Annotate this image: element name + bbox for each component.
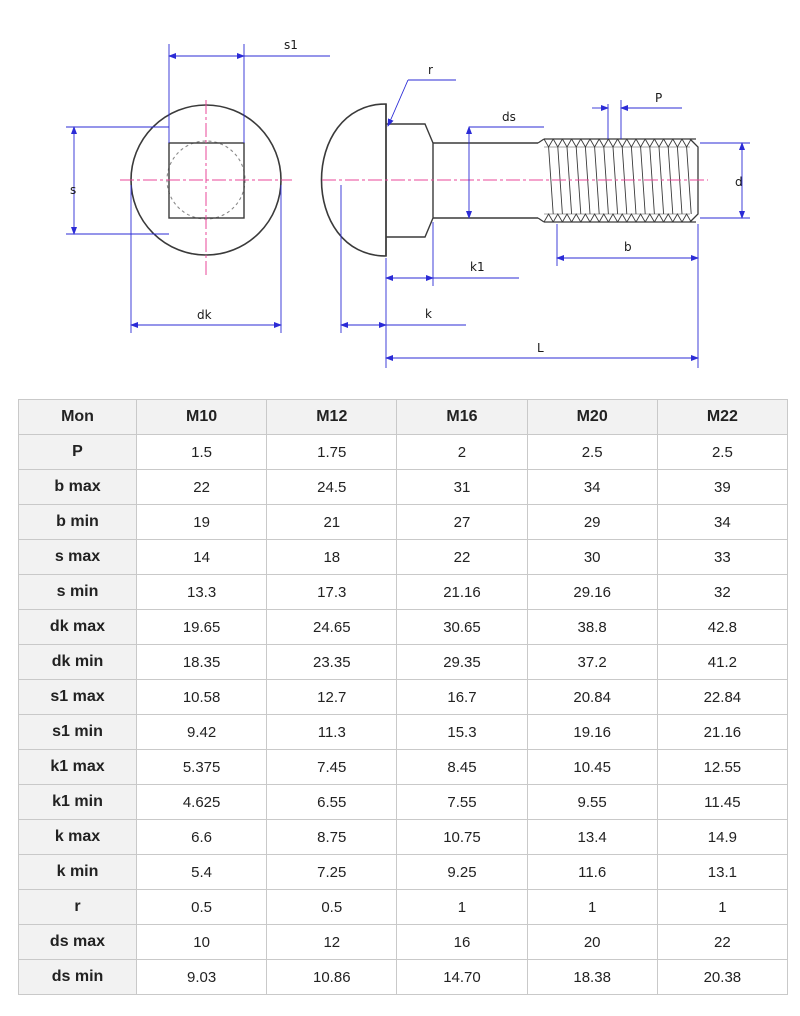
table-cell: 14 — [137, 540, 267, 575]
table-row — [19, 925, 788, 960]
table-row — [19, 820, 788, 855]
table-cell: 22.84 — [657, 680, 787, 715]
table-cell: 16.7 — [397, 680, 527, 715]
row-param-label: b min — [19, 505, 137, 540]
row-param-label: k min — [19, 855, 137, 890]
table-cell: 29.35 — [397, 645, 527, 680]
table-cell: 9.25 — [397, 855, 527, 890]
side-view — [322, 63, 751, 368]
table-cell: 8.75 — [267, 820, 397, 855]
label-ds: ds — [502, 110, 516, 124]
table-cell: 18.35 — [137, 645, 267, 680]
table-cell: 9.42 — [137, 715, 267, 750]
table-cell: 5.4 — [137, 855, 267, 890]
table-row — [19, 470, 788, 505]
table-cell: 21 — [267, 505, 397, 540]
table-row — [19, 610, 788, 645]
table-cell: 12.55 — [657, 750, 787, 785]
table-cell: 13.1 — [657, 855, 787, 890]
table-cell: 27 — [397, 505, 527, 540]
table-cell: 4.625 — [137, 785, 267, 820]
table-cell: 5.375 — [137, 750, 267, 785]
table-row — [19, 575, 788, 610]
row-param-label: r — [19, 890, 137, 925]
table-cell: 8.45 — [397, 750, 527, 785]
header-size: M10 — [137, 400, 267, 435]
table-cell: 0.5 — [137, 890, 267, 925]
table-cell: 0.5 — [267, 890, 397, 925]
table-cell: 2.5 — [657, 435, 787, 470]
table-cell: 20.38 — [657, 960, 787, 995]
dimension-k — [341, 185, 466, 333]
dimension-ds — [469, 110, 544, 218]
table-cell: 10 — [137, 925, 267, 960]
table-cell: 38.8 — [527, 610, 657, 645]
table-cell: 31 — [397, 470, 527, 505]
table-cell: 10.45 — [527, 750, 657, 785]
table-cell: 34 — [657, 505, 787, 540]
dimension-k1 — [386, 222, 519, 368]
table-cell: 16 — [397, 925, 527, 960]
table-row — [19, 750, 788, 785]
table-cell: 2 — [397, 435, 527, 470]
row-param-label: b max — [19, 470, 137, 505]
header-size: M16 — [397, 400, 527, 435]
label-L: L — [537, 341, 544, 355]
table-cell: 7.55 — [397, 785, 527, 820]
table-cell: 39 — [657, 470, 787, 505]
table-cell: 6.55 — [267, 785, 397, 820]
table-cell: 22 — [397, 540, 527, 575]
table-cell: 10.75 — [397, 820, 527, 855]
table-header-row — [19, 400, 788, 435]
label-r: r — [428, 63, 433, 77]
table-cell: 24.5 — [267, 470, 397, 505]
table-cell: 33 — [657, 540, 787, 575]
table-cell: 1 — [527, 890, 657, 925]
table-cell: 17.3 — [267, 575, 397, 610]
table-cell: 21.16 — [657, 715, 787, 750]
table-cell: 20.84 — [527, 680, 657, 715]
label-s: s — [70, 183, 77, 197]
table-cell: 21.16 — [397, 575, 527, 610]
table-cell: 29 — [527, 505, 657, 540]
row-param-label: P — [19, 435, 137, 470]
row-param-label: s min — [19, 575, 137, 610]
dimension-s1 — [169, 38, 330, 143]
bolt-technical-drawing — [0, 0, 800, 390]
label-P: P — [655, 91, 663, 105]
table-cell: 7.25 — [267, 855, 397, 890]
row-param-label: ds max — [19, 925, 137, 960]
table-cell: 37.2 — [527, 645, 657, 680]
label-dk: dk — [197, 308, 212, 322]
table-row — [19, 680, 788, 715]
label-k: k — [425, 307, 432, 321]
row-param-label: dk max — [19, 610, 137, 645]
table-cell: 2.5 — [527, 435, 657, 470]
table-cell: 6.6 — [137, 820, 267, 855]
row-param-label: k1 max — [19, 750, 137, 785]
table-row — [19, 505, 788, 540]
table-cell: 9.55 — [527, 785, 657, 820]
row-param-label: ds min — [19, 960, 137, 995]
table-cell: 12 — [267, 925, 397, 960]
table-cell: 22 — [657, 925, 787, 960]
row-param-label: dk min — [19, 645, 137, 680]
table-cell: 42.8 — [657, 610, 787, 645]
table-cell: 15.3 — [397, 715, 527, 750]
table-row — [19, 785, 788, 820]
table-row — [19, 855, 788, 890]
dimension-dk — [131, 185, 281, 333]
header-size: M22 — [657, 400, 787, 435]
label-b: b — [624, 240, 632, 254]
row-param-label: s1 max — [19, 680, 137, 715]
table-cell: 1.75 — [267, 435, 397, 470]
table-row — [19, 715, 788, 750]
table-cell: 19.65 — [137, 610, 267, 645]
dimension-spec-table — [18, 399, 788, 995]
header-label: Mon — [19, 400, 137, 435]
label-s1: s1 — [284, 38, 298, 52]
table-cell: 19 — [137, 505, 267, 540]
table-cell: 10.86 — [267, 960, 397, 995]
table-cell: 14.70 — [397, 960, 527, 995]
dimension-r — [388, 63, 456, 126]
table-row — [19, 435, 788, 470]
table-row — [19, 960, 788, 995]
dimension-L — [386, 341, 698, 358]
row-param-label: s1 min — [19, 715, 137, 750]
table-cell: 13.3 — [137, 575, 267, 610]
table-cell: 20 — [527, 925, 657, 960]
table-cell: 19.16 — [527, 715, 657, 750]
dimension-pitch — [592, 91, 682, 139]
dimension-b — [557, 224, 698, 368]
row-param-label: k1 min — [19, 785, 137, 820]
table-cell: 23.35 — [267, 645, 397, 680]
end-view — [66, 38, 330, 333]
table-cell: 7.45 — [267, 750, 397, 785]
table-cell: 14.9 — [657, 820, 787, 855]
table-cell: 18 — [267, 540, 397, 575]
label-d: d — [735, 175, 743, 189]
table-cell: 13.4 — [527, 820, 657, 855]
table-cell: 1.5 — [137, 435, 267, 470]
table-cell: 11.3 — [267, 715, 397, 750]
table-cell: 32 — [657, 575, 787, 610]
table-cell: 1 — [397, 890, 527, 925]
table-cell: 11.6 — [527, 855, 657, 890]
table-body — [19, 435, 788, 995]
table-cell: 11.45 — [657, 785, 787, 820]
table-cell: 24.65 — [267, 610, 397, 645]
table-cell: 41.2 — [657, 645, 787, 680]
row-param-label: s max — [19, 540, 137, 575]
label-k1: k1 — [470, 260, 485, 274]
table-cell: 10.58 — [137, 680, 267, 715]
table-cell: 34 — [527, 470, 657, 505]
table-row — [19, 645, 788, 680]
table-cell: 12.7 — [267, 680, 397, 715]
table-cell: 18.38 — [527, 960, 657, 995]
header-size: M12 — [267, 400, 397, 435]
table-cell: 29.16 — [527, 575, 657, 610]
header-size: M20 — [527, 400, 657, 435]
table-cell: 1 — [657, 890, 787, 925]
table-cell: 30.65 — [397, 610, 527, 645]
table-row — [19, 890, 788, 925]
table-cell: 30 — [527, 540, 657, 575]
table-cell: 22 — [137, 470, 267, 505]
table-row — [19, 540, 788, 575]
row-param-label: k max — [19, 820, 137, 855]
table-cell: 9.03 — [137, 960, 267, 995]
